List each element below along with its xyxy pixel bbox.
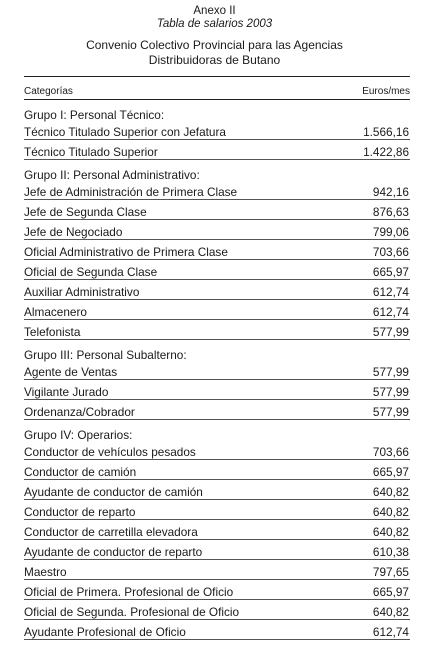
annex-title: Anexo II xyxy=(193,5,236,17)
table-row xyxy=(24,182,410,200)
table-row xyxy=(24,500,410,520)
salary-value: 942,16 xyxy=(372,185,409,199)
category-group xyxy=(24,108,410,160)
salary-value: 665,97 xyxy=(372,465,409,479)
table-row xyxy=(24,460,410,480)
category-label: Oficial de Segunda Clase xyxy=(24,265,158,279)
salary-value: 703,66 xyxy=(372,245,409,259)
category-label: Técnico Titulado Superior con Jefatura xyxy=(24,125,226,139)
salary-value: 799,06 xyxy=(372,225,409,239)
table-row xyxy=(24,380,410,400)
table-row xyxy=(24,240,410,260)
group-title: Grupo III: Personal Subalterno: xyxy=(24,348,187,362)
table-subtitle: Tabla de salarios 2003 xyxy=(156,18,273,30)
category-label: Jefe de Administración de Primera Clase xyxy=(24,185,238,199)
salary-table xyxy=(24,76,410,640)
category-label: Oficial Administrativo de Primera Clase xyxy=(24,245,228,259)
table-row xyxy=(24,400,410,420)
column-header-category: Categorías xyxy=(24,86,73,97)
category-group xyxy=(24,348,410,420)
salary-value: 1.566,16 xyxy=(363,125,409,139)
salary-value: 612,74 xyxy=(372,305,409,319)
table-row xyxy=(24,580,410,600)
category-label: Conductor de reparto xyxy=(24,505,136,519)
category-label: Oficial de Primera. Profesional de Oficio xyxy=(24,585,234,599)
group-title: Grupo I: Personal Técnico: xyxy=(24,108,165,122)
column-header-amount: Euros/mes xyxy=(362,86,410,97)
category-label: Maestro xyxy=(24,565,67,579)
table-row xyxy=(24,140,410,160)
salary-value: 577,99 xyxy=(372,405,409,419)
category-label: Agente de Ventas xyxy=(24,365,118,379)
category-label: Ordenanza/Cobrador xyxy=(24,405,135,419)
category-label: Conductor de camión xyxy=(24,465,137,479)
category-group xyxy=(24,168,410,340)
salary-value: 577,99 xyxy=(372,365,409,379)
salary-value: 640,82 xyxy=(372,505,409,519)
table-row xyxy=(24,362,410,380)
table-row xyxy=(24,540,410,560)
salary-value: 665,97 xyxy=(372,585,409,599)
table-header-rule xyxy=(24,99,410,100)
salary-value: 577,99 xyxy=(372,325,409,339)
salary-value: 703,66 xyxy=(372,445,409,459)
table-row xyxy=(24,520,410,540)
table-row xyxy=(24,480,410,500)
table-row xyxy=(24,220,410,240)
table-row xyxy=(24,320,410,340)
salary-value: 640,82 xyxy=(372,485,409,499)
table-row xyxy=(24,280,410,300)
salary-value: 876,63 xyxy=(372,205,409,219)
category-label: Conductor de vehículos pesados xyxy=(24,445,196,459)
table-row xyxy=(24,122,410,140)
category-label: Ayudante de conductor de reparto xyxy=(24,545,203,559)
convenio-title-line-1: Convenio Colectivo Provincial para las Agencias xyxy=(86,38,343,52)
category-group xyxy=(24,428,410,640)
table-row xyxy=(24,260,410,280)
table-row xyxy=(24,600,410,620)
table-row xyxy=(24,620,410,640)
category-label: Auxiliar Administrativo xyxy=(24,285,140,299)
table-body xyxy=(24,108,410,640)
category-label: Conductor de carretilla elevadora xyxy=(24,525,198,539)
table-row xyxy=(24,442,410,460)
salary-value: 612,74 xyxy=(372,285,409,299)
salary-value: 1.422,86 xyxy=(363,145,409,159)
salary-value: 665,97 xyxy=(372,265,409,279)
salary-value: 610,38 xyxy=(372,545,409,559)
category-label: Oficial de Segunda. Profesional de Oficio xyxy=(24,605,240,619)
table-row xyxy=(24,200,410,220)
category-label: Técnico Titulado Superior xyxy=(24,145,158,159)
group-title: Grupo IV: Operarios: xyxy=(24,428,133,442)
table-row xyxy=(24,300,410,320)
convenio-title-line-2: Distribuidoras de Butano xyxy=(148,53,281,67)
table-row xyxy=(24,560,410,580)
category-label: Jefe de Negociado xyxy=(24,225,123,239)
salary-value: 640,82 xyxy=(372,605,409,619)
category-label: Vigilante Jurado xyxy=(24,385,109,399)
category-label: Jefe de Segunda Clase xyxy=(24,205,147,219)
category-label: Ayudante Profesional de Oficio xyxy=(24,625,186,639)
salary-value: 577,99 xyxy=(372,385,409,399)
salary-value: 797,65 xyxy=(372,565,409,579)
table-header-row xyxy=(24,77,410,97)
group-title: Grupo II: Personal Administrativo: xyxy=(24,168,200,182)
salary-value: 640,82 xyxy=(372,525,409,539)
category-label: Almacenero xyxy=(24,305,87,319)
category-label: Telefonista xyxy=(24,325,81,339)
salary-value: 612,74 xyxy=(372,625,409,639)
category-label: Ayudante de conductor de camión xyxy=(24,485,203,499)
